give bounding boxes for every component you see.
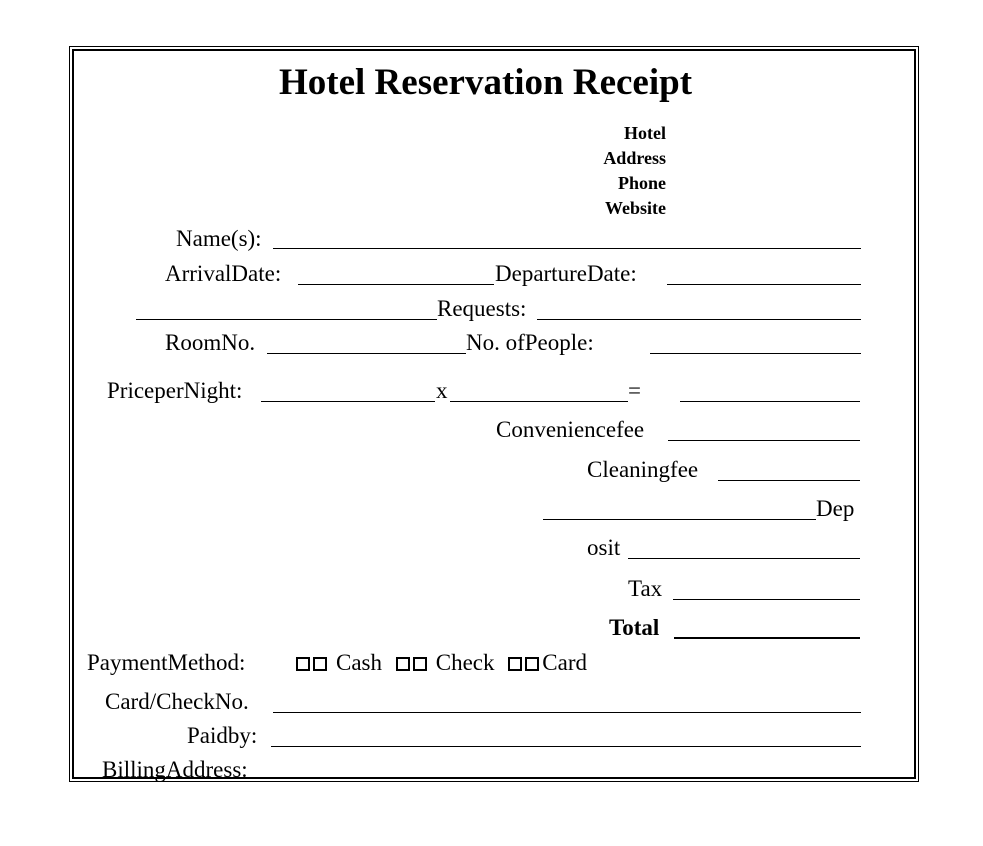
subtotal-line[interactable] bbox=[680, 401, 860, 402]
departure-date-line[interactable] bbox=[667, 284, 861, 285]
room-no-label: RoomNo. bbox=[165, 330, 256, 355]
checkbox-icon bbox=[313, 657, 327, 671]
receipt-title: Hotel Reservation Receipt bbox=[279, 62, 693, 103]
num-people-line[interactable] bbox=[650, 353, 861, 354]
convenience-fee-line[interactable] bbox=[668, 440, 860, 441]
tax-line[interactable] bbox=[673, 599, 860, 600]
cleaning-fee-label: Cleaningfee bbox=[587, 457, 699, 482]
names-label: Name(s): bbox=[176, 226, 262, 251]
checkbox-icon bbox=[413, 657, 427, 671]
requests-line[interactable] bbox=[537, 319, 861, 320]
requests-pre-line[interactable] bbox=[136, 319, 437, 320]
num-people-label: No. ofPeople: bbox=[466, 330, 594, 355]
names-line[interactable] bbox=[273, 248, 861, 249]
deposit-pre-line[interactable] bbox=[543, 519, 816, 520]
hotel-phone-label: Phone bbox=[617, 173, 666, 193]
room-no-line[interactable] bbox=[267, 353, 466, 354]
hotel-name-label: Hotel bbox=[624, 123, 666, 143]
deposit-label-part2: osit bbox=[587, 535, 621, 560]
hotel-website-label: Website bbox=[605, 198, 666, 218]
arrival-date-label: ArrivalDate: bbox=[165, 261, 282, 286]
total-line[interactable] bbox=[674, 637, 860, 639]
nights-line[interactable] bbox=[450, 401, 628, 402]
cleaning-fee-line[interactable] bbox=[718, 480, 860, 481]
cash-option-label: Cash bbox=[336, 650, 382, 675]
card-check-no-line[interactable] bbox=[273, 712, 861, 713]
equals-sign: = bbox=[628, 378, 641, 403]
deposit-line[interactable] bbox=[628, 558, 860, 559]
total-label: Total bbox=[609, 615, 660, 640]
paid-by-label: Paidby: bbox=[187, 723, 258, 748]
check-option-label: Check bbox=[435, 650, 495, 675]
times-sign: x bbox=[436, 378, 448, 403]
check-checkbox[interactable] bbox=[396, 651, 430, 674]
departure-date-label: DepartureDate: bbox=[495, 261, 637, 286]
paid-by-line[interactable] bbox=[271, 746, 861, 747]
payment-options bbox=[296, 651, 587, 674]
checkbox-icon bbox=[396, 657, 410, 671]
card-checkbox[interactable] bbox=[508, 651, 542, 674]
checkbox-icon bbox=[508, 657, 522, 671]
deposit-label-part1: Dep bbox=[816, 496, 855, 521]
checkbox-icon bbox=[525, 657, 539, 671]
card-option-label: Card bbox=[542, 650, 587, 675]
hotel-address-label: Address bbox=[603, 148, 666, 168]
price-per-night-line[interactable] bbox=[261, 401, 435, 402]
arrival-date-line[interactable] bbox=[298, 284, 494, 285]
convenience-fee-label: Conveniencefee bbox=[496, 417, 645, 442]
tax-label: Tax bbox=[628, 576, 663, 601]
requests-label: Requests: bbox=[437, 296, 527, 321]
billing-address-label: BillingAddress: bbox=[102, 757, 248, 782]
price-per-night-label: PriceperNight: bbox=[107, 378, 243, 403]
checkbox-icon bbox=[296, 657, 310, 671]
card-check-no-label: Card/CheckNo. bbox=[105, 689, 249, 714]
payment-method-label: PaymentMethod: bbox=[87, 650, 246, 675]
cash-checkbox[interactable] bbox=[296, 651, 330, 674]
